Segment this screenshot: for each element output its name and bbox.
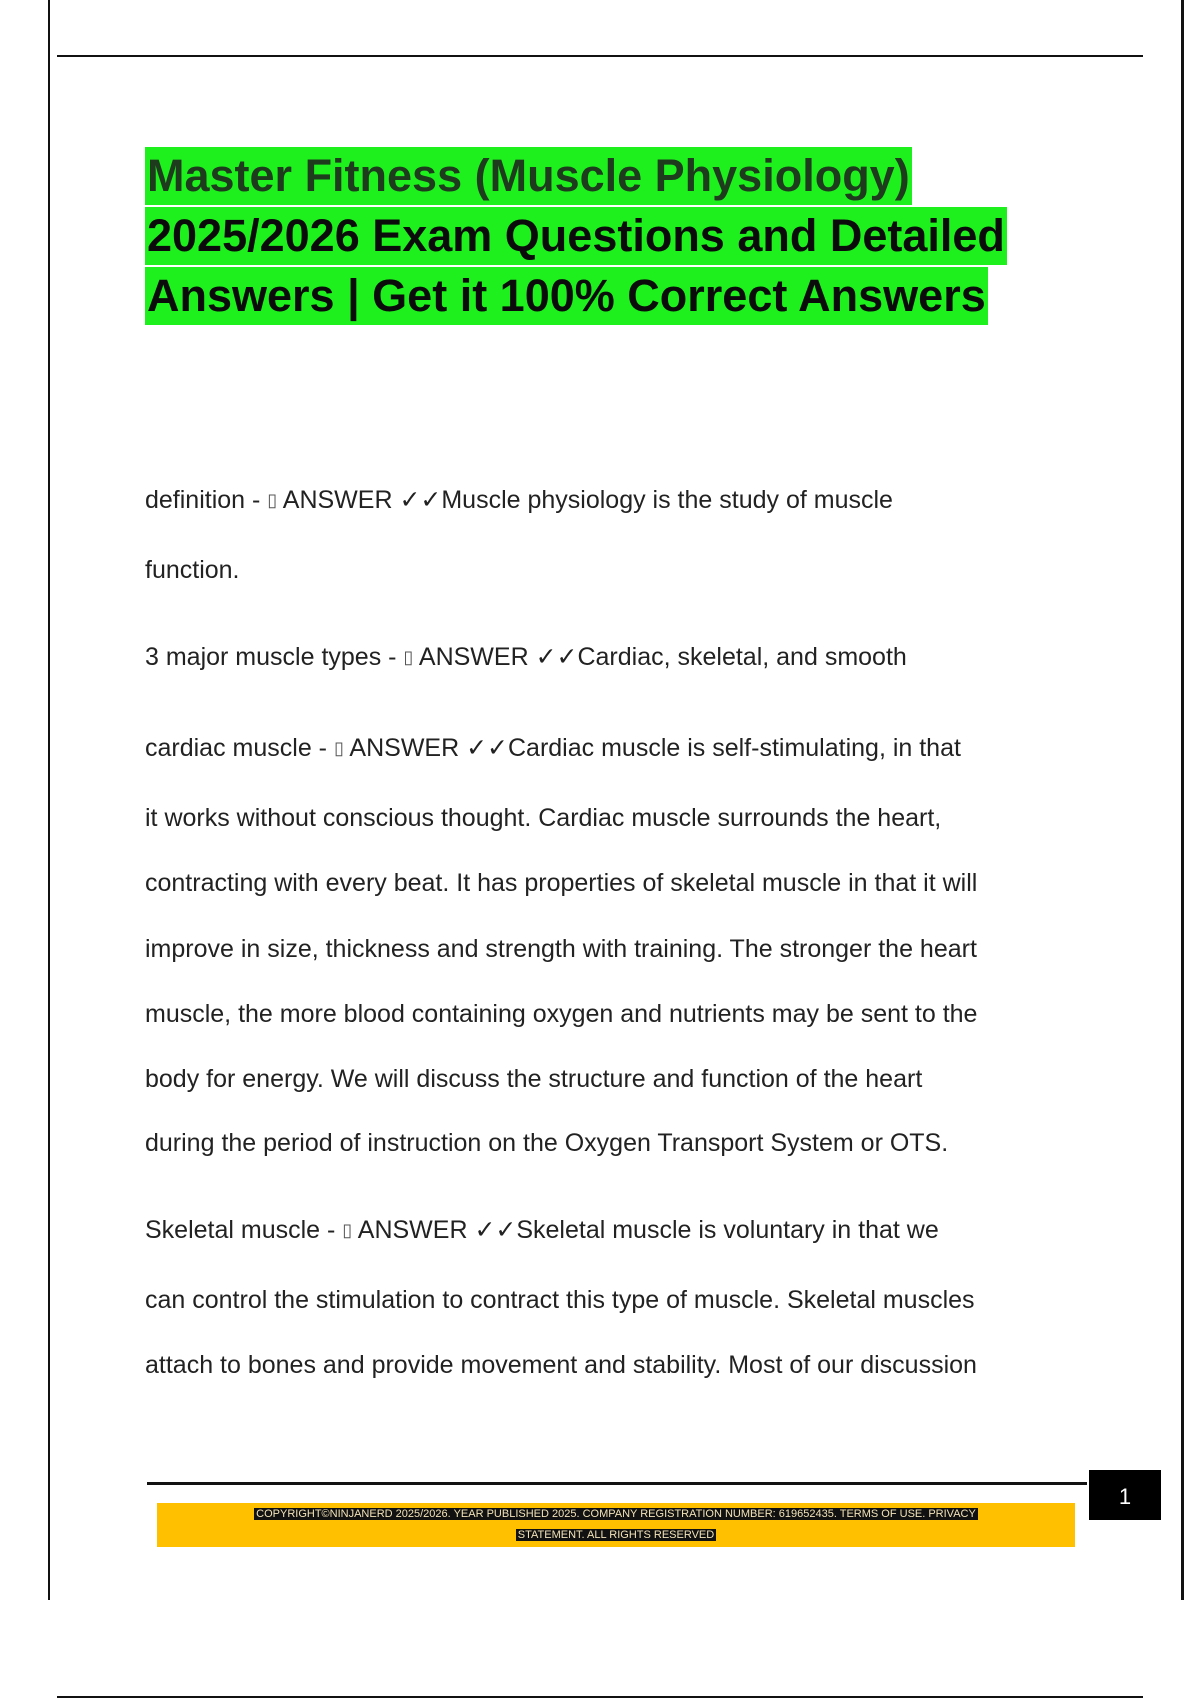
qa-entry-definition-line1: definition - ▯ ANSWER ✓✓Muscle physiology is the study of muscle [145,486,893,514]
qa-entry-cardiac-line4: improve in size, thickness and strength with training. The stronger the heart [145,935,977,963]
page-number: 1 [1089,1470,1161,1520]
missing-glyph-icon: ▯ [342,1220,353,1240]
page-right-border [1181,0,1184,1600]
qa-entry-cardiac-line7: during the period of instruction on the Oxygen Transport System or OTS. [145,1129,949,1157]
next-page-rule [57,1696,1143,1698]
copyright-line-2: STATEMENT. ALL RIGHTS RESERVED [517,1529,715,1541]
missing-glyph-icon: ▯ [403,647,414,667]
missing-glyph-icon: ▯ [333,738,344,758]
page-left-border [48,0,50,1600]
qa-entry-cardiac-line1: cardiac muscle - ▯ ANSWER ✓✓Cardiac muscle is self-stimulating, in that [145,734,961,762]
qa-entry-skeletal-line2: can control the stimulation to contract this type of muscle. Skeletal muscles [145,1286,975,1314]
title-line-2: 2025/2026 Exam Questions and Detailed [145,207,1007,265]
qa-entry-skeletal-line3: attach to bones and provide movement and stability. Most of our discussion [145,1351,977,1379]
qa-entry-skeletal-line1: Skeletal muscle - ▯ ANSWER ✓✓Skeletal muscle is voluntary in that we [145,1216,939,1244]
title-line-1: Master Fitness (Muscle Physiology) [145,147,912,205]
qa-entry-cardiac-line6: body for energy. We will discuss the structure and function of the heart [145,1065,923,1093]
qa-entry-cardiac-line5: muscle, the more blood containing oxygen and nutrients may be sent to the [145,1000,978,1028]
title-line-3: Answers | Get it 100% Correct Answers [145,267,988,325]
document-title [145,146,1007,326]
qa-entry-cardiac-line2: it works without conscious thought. Cardiac muscle surrounds the heart, [145,804,942,832]
qa-entry-cardiac-line3: contracting with every beat. It has properties of skeletal muscle in that it will [145,869,978,897]
header-rule [57,55,1143,57]
footer-rule [147,1482,1087,1485]
qa-entry-definition-rest: function. [145,556,240,584]
copyright-line-1: COPYRIGHT©NINJANERD 2025/2026. YEAR PUBLISHED 2025. COMPANY REGISTRATION NUMBER: 619652435. TERMS OF USE. PRIVACY [256,1508,976,1520]
qa-entry-muscle-types: 3 major muscle types - ▯ ANSWER ✓✓Cardiac, skeletal, and smooth [145,643,907,671]
copyright-notice [170,1504,1062,1546]
missing-glyph-icon: ▯ [267,490,278,510]
